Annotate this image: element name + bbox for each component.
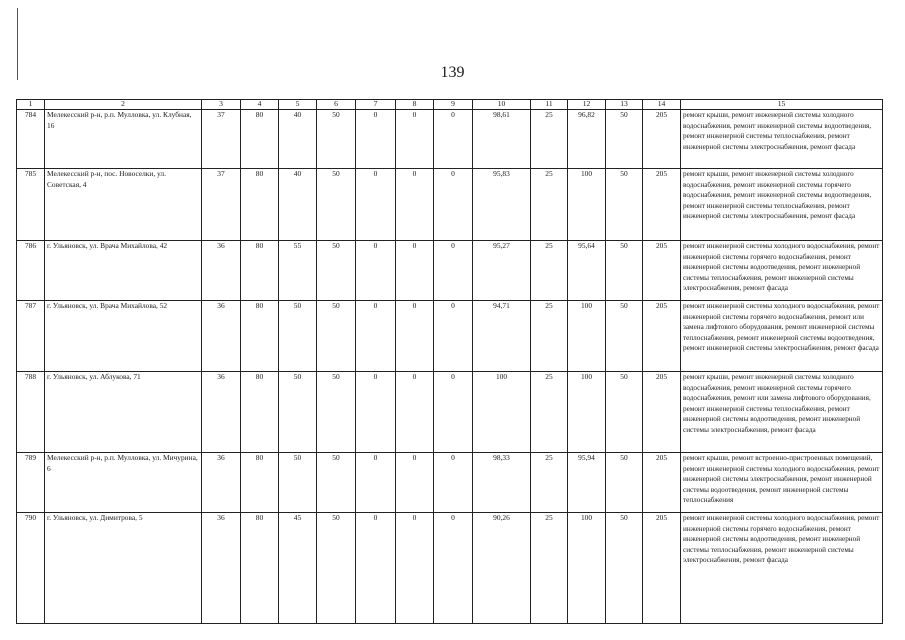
works-cell: ремонт крыши, ремонт инженерной системы холодного водоснабжения, ремонт инженерной системы горячего водоснабжения, ремонт инженерной системы водоотведения, ремонт инженерной системы теплоснабжения, ремонт инженерной системы электроснабжения, ремонт фасада: [681, 169, 883, 241]
column-header: 10: [473, 100, 531, 110]
value-cell: 50: [317, 301, 356, 372]
value-cell: 0: [356, 110, 396, 169]
value-cell: 98,33: [473, 453, 531, 513]
address-cell: Мелекесский р-н, пос. Новоселки, ул. Советская, 4: [45, 169, 202, 241]
column-header: 4: [241, 100, 279, 110]
value-cell: 0: [396, 453, 434, 513]
value-cell: 205: [643, 513, 681, 624]
value-cell: 37: [202, 169, 241, 241]
column-header: 1: [17, 100, 45, 110]
column-header: 8: [396, 100, 434, 110]
table-row: [17, 110, 883, 169]
page-number: 139: [440, 64, 465, 81]
value-cell: 0: [396, 110, 434, 169]
row-number: 785: [17, 169, 45, 241]
row-number: 787: [17, 301, 45, 372]
value-cell: 80: [241, 513, 279, 624]
column-header: 13: [606, 100, 643, 110]
value-cell: 80: [241, 169, 279, 241]
value-cell: 0: [356, 513, 396, 624]
address-cell: Мелекесский р-н, р.п. Мулловка, ул. Клубная, 16: [45, 110, 202, 169]
value-cell: 80: [241, 453, 279, 513]
value-cell: 0: [356, 169, 396, 241]
value-cell: 0: [434, 241, 473, 301]
value-cell: 0: [434, 110, 473, 169]
value-cell: 36: [202, 301, 241, 372]
value-cell: 45: [279, 513, 317, 624]
address-cell: г. Ульяновск, ул. Димитрова, 5: [45, 513, 202, 624]
value-cell: 50: [606, 513, 643, 624]
value-cell: 95,27: [473, 241, 531, 301]
value-cell: 205: [643, 301, 681, 372]
value-cell: 50: [606, 110, 643, 169]
address-cell: г. Ульяновск, ул. Врача Михайлова, 42: [45, 241, 202, 301]
value-cell: 0: [434, 453, 473, 513]
value-cell: 40: [279, 110, 317, 169]
table-row: [17, 372, 883, 453]
value-cell: 100: [473, 372, 531, 453]
column-header: 7: [356, 100, 396, 110]
value-cell: 25: [531, 241, 568, 301]
value-cell: 205: [643, 241, 681, 301]
value-cell: 205: [643, 110, 681, 169]
value-cell: 100: [568, 169, 606, 241]
value-cell: 94,71: [473, 301, 531, 372]
capital-repair-table: [16, 99, 883, 624]
value-cell: 25: [531, 453, 568, 513]
row-number: 790: [17, 513, 45, 624]
value-cell: 0: [396, 301, 434, 372]
value-cell: 100: [568, 372, 606, 453]
value-cell: 50: [317, 169, 356, 241]
value-cell: 50: [279, 301, 317, 372]
column-header: 9: [434, 100, 473, 110]
value-cell: 0: [434, 513, 473, 624]
value-cell: 0: [396, 241, 434, 301]
row-number: 788: [17, 372, 45, 453]
value-cell: 50: [317, 513, 356, 624]
value-cell: 80: [241, 372, 279, 453]
value-cell: 25: [531, 110, 568, 169]
value-cell: 80: [241, 301, 279, 372]
value-cell: 95,83: [473, 169, 531, 241]
row-number: 789: [17, 453, 45, 513]
value-cell: 0: [396, 169, 434, 241]
value-cell: 25: [531, 169, 568, 241]
value-cell: 36: [202, 372, 241, 453]
address-cell: г. Ульяновск, ул. Врача Михайлова, 52: [45, 301, 202, 372]
value-cell: 0: [356, 241, 396, 301]
column-header: 2: [45, 100, 202, 110]
column-header: 15: [681, 100, 883, 110]
column-header: 11: [531, 100, 568, 110]
table-row: [17, 513, 883, 624]
row-number: 784: [17, 110, 45, 169]
table-row: [17, 241, 883, 301]
value-cell: 100: [568, 301, 606, 372]
value-cell: 40: [279, 169, 317, 241]
value-cell: 205: [643, 169, 681, 241]
value-cell: 0: [396, 372, 434, 453]
value-cell: 96,82: [568, 110, 606, 169]
works-cell: ремонт крыши, ремонт инженерной системы холодного водоснабжения, ремонт инженерной системы водоотведения, ремонт инженерной системы теплоснабжения, ремонт инженерной системы электроснабжения, ремонт фасада: [681, 110, 883, 169]
value-cell: 0: [356, 301, 396, 372]
value-cell: 90,26: [473, 513, 531, 624]
value-cell: 0: [434, 301, 473, 372]
value-cell: 50: [606, 372, 643, 453]
value-cell: 50: [606, 301, 643, 372]
value-cell: 50: [606, 169, 643, 241]
value-cell: 50: [606, 453, 643, 513]
value-cell: 205: [643, 453, 681, 513]
value-cell: 36: [202, 453, 241, 513]
value-cell: 0: [396, 513, 434, 624]
works-cell: ремонт инженерной системы холодного водоснабжения, ремонт инженерной системы горячего водоснабжения, ремонт инженерной системы водоотведения, ремонт инженерной системы теплоснабжения, ремонт инженерной системы электроснабжения, ремонт фасада: [681, 513, 883, 624]
column-header: 14: [643, 100, 681, 110]
table-row: [17, 301, 883, 372]
value-cell: 25: [531, 372, 568, 453]
value-cell: 50: [279, 453, 317, 513]
value-cell: 95,94: [568, 453, 606, 513]
table-row: [17, 169, 883, 241]
value-cell: 50: [317, 241, 356, 301]
value-cell: 55: [279, 241, 317, 301]
value-cell: 50: [279, 372, 317, 453]
value-cell: 0: [356, 372, 396, 453]
value-cell: 50: [606, 241, 643, 301]
value-cell: 25: [531, 301, 568, 372]
value-cell: 80: [241, 241, 279, 301]
value-cell: 205: [643, 372, 681, 453]
column-header: 6: [317, 100, 356, 110]
table-row: [17, 453, 883, 513]
value-cell: 50: [317, 453, 356, 513]
works-cell: ремонт инженерной системы холодного водоснабжения, ремонт инженерной системы горячего водоснабжения, ремонт или замена лифтового оборудования, ремонт инженерной системы теплоснабжения, ремонт инженерной системы водоотведения, ремонт инженерной системы электроснабжения, ремонт фасада: [681, 301, 883, 372]
value-cell: 0: [434, 372, 473, 453]
works-cell: ремонт крыши, ремонт встроенно-пристроенных помещений, ремонт инженерной системы холодного водоснабжения, ремонт инженерной системы электроснабжения, ремонт инженерной системы водоотведения, ремонт инженерной системы теплоснабжения: [681, 453, 883, 513]
header-row: [17, 100, 883, 110]
column-header: 3: [202, 100, 241, 110]
value-cell: 36: [202, 241, 241, 301]
row-number: 786: [17, 241, 45, 301]
value-cell: 98,61: [473, 110, 531, 169]
value-cell: 25: [531, 513, 568, 624]
value-cell: 37: [202, 110, 241, 169]
address-cell: г. Ульяновск, ул. Аблукова, 71: [45, 372, 202, 453]
value-cell: 100: [568, 513, 606, 624]
works-cell: ремонт крыши, ремонт инженерной системы холодного водоснабжения, ремонт инженерной системы горячего водоснабжения, ремонт или замена лифтового оборудования, ремонт инженерной системы теплоснабжения, ремонт инженерной системы водоотведения, ремонт инженерной системы электроснабжения, ремонт фасада: [681, 372, 883, 453]
value-cell: 36: [202, 513, 241, 624]
works-cell: ремонт инженерной системы холодного водоснабжения, ремонт инженерной системы горячего водоснабжения, ремонт инженерной системы водоотведения, ремонт инженерной системы теплоснабжения, ремонт инженерной системы электроснабжения, ремонт фасада: [681, 241, 883, 301]
column-header: 5: [279, 100, 317, 110]
address-cell: Мелекесский р-н, р.п. Мулловка, ул. Мичурина, 6: [45, 453, 202, 513]
value-cell: 95,64: [568, 241, 606, 301]
value-cell: 80: [241, 110, 279, 169]
value-cell: 0: [434, 169, 473, 241]
value-cell: 50: [317, 372, 356, 453]
value-cell: 50: [317, 110, 356, 169]
value-cell: 0: [356, 453, 396, 513]
column-header: 12: [568, 100, 606, 110]
